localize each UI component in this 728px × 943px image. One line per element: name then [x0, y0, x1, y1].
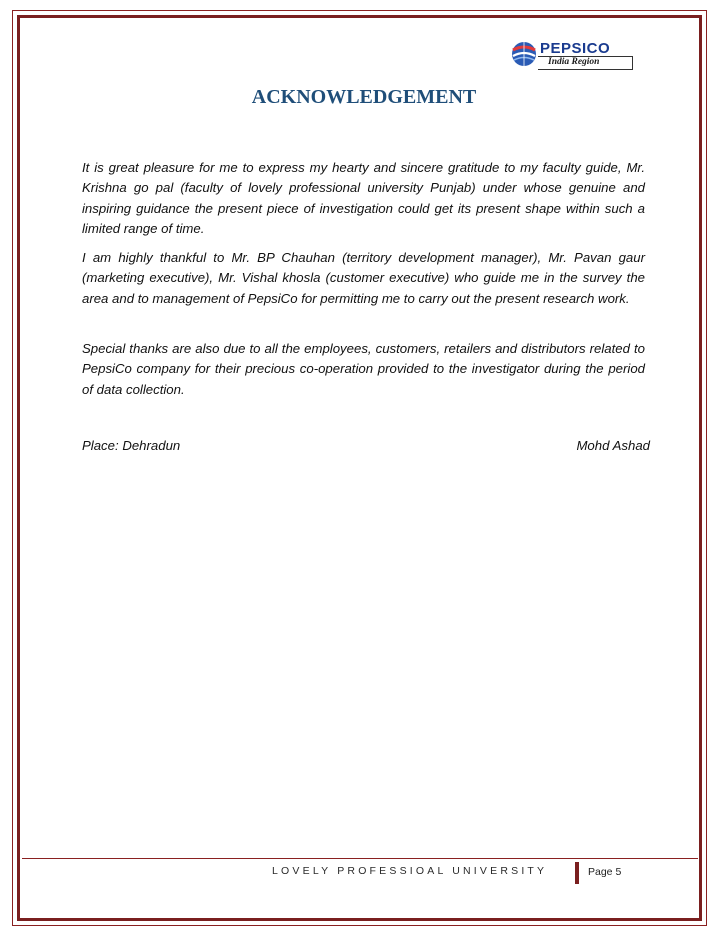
paragraph-gratitude: It is great pleasure for me to express my hearty and sincere gratitude to my faculty guide, Mr. Krishna go pal (faculty of lovely professional university Punjab) under whose genuine and inspiring guidance the present piece of investigation could get its present shape within such a limited range of time.	[82, 160, 645, 237]
place-line: Place: Dehradun	[82, 438, 181, 453]
footer-page-number: Page 5	[588, 866, 622, 878]
footer-rule	[22, 858, 698, 859]
paragraph-special-thanks: Special thanks are also due to all the employees, customers, retailers and distributors related to PepsiCo company for their precious co-operation provided to the investigator during the period of data collection.	[82, 341, 645, 397]
footer-separator	[575, 862, 579, 884]
page-border-inner	[17, 15, 702, 921]
paragraph-thanks: I am highly thankful to Mr. BP Chauhan (territory development manager), Mr. Pavan gaur (marketing executive), Mr. Vishal khosla (customer executive) who guide me in the survey the area and to management of PepsiCo for permitting me to carry out the present research work.	[82, 250, 645, 306]
pepsico-logo	[510, 38, 638, 74]
pepsico-globe-icon	[510, 40, 538, 68]
signer-name: Mohd Ashad	[576, 438, 650, 453]
logo-brand: PEPSICO	[540, 40, 611, 57]
footer-institution: LOVELY PROFESSIOAL UNIVERSITY	[272, 865, 548, 877]
page-title-text: ACKNOWLEDGEMENT	[251, 86, 477, 108]
page-title	[0, 86, 728, 109]
logo-region: India Region	[548, 57, 600, 67]
